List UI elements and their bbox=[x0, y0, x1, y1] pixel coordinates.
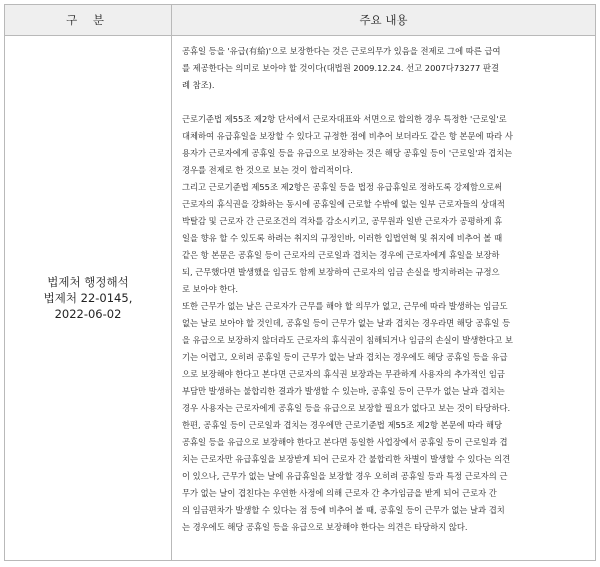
main-content-text bbox=[172, 36, 595, 544]
content-line: 일을 향유 할 수 있도록 하려는 취지의 규정인바, 이러한 입법연혁 및 취지에 비추어 볼 때 bbox=[182, 233, 503, 243]
category-line-1: 법제처 행정해석 bbox=[47, 275, 129, 289]
content-line: 을 유급으로 보장하지 않더라도 근로자의 휴식권이 침해되거나 임금의 손실이 발생한다고 보 bbox=[182, 335, 513, 345]
content-line: 한편, 공휴일 등이 근로일과 겹치는 경우에만 근로기준법 제55조 제2항 본문에 따라 해당 bbox=[182, 420, 502, 430]
content-line: 그리고 근로기준법 제55조 제2항은 공휴일 등을 법정 유급휴일로 정하도록 강제함으로써 bbox=[182, 182, 503, 192]
content-line: 경우 사용자는 근로자에게 공휴일 등을 유급으로 보장할 필요가 없다고 보는 것이 타당하다. bbox=[182, 403, 511, 413]
content-line: 대체하여 유급휴일을 보장할 수 있다고 규정한 점에 비추어 보더라도 같은 항 본문에 따라 사 bbox=[182, 131, 513, 141]
content-line: 공휴일 등을 유급으로 보장해야 한다고 본다면 동일한 사업장에서 공휴일 등이 근로일과 겹 bbox=[182, 437, 508, 447]
summary-table bbox=[4, 4, 596, 561]
main-content-cell bbox=[172, 36, 596, 561]
content-line: 용자가 근로자에게 공휴일 등을 유급으로 보장하는 것은 해당 공휴일 등이 '근로일'과 겹치는 bbox=[182, 148, 513, 158]
content-line: 의 임금편차가 발생할 수 있다는 점 등에 비추어 볼 때, 공휴일 등이 근무가 없는 날과 겹치 bbox=[182, 505, 505, 515]
content-line: 치는 근로자만 유급휴일을 보장받게 되어 근로자 간 불합리한 차별이 발생할 수 있다는 의견 bbox=[182, 454, 511, 464]
content-line: 무가 없는 날이 겹친다는 우연한 사정에 의해 근로자 간 추가임금을 받게 되어 근로자 간 bbox=[182, 488, 497, 498]
column-header-category: 구 분 bbox=[5, 5, 172, 36]
paragraph-gap bbox=[182, 94, 589, 111]
category-line-3: 2022-06-02 bbox=[54, 307, 122, 321]
content-line: 박탈감 및 근로자 간 근로조건의 격차를 감소시키고, 공무원과 일반 근로자가 공평하게 휴 bbox=[182, 216, 503, 226]
content-line: 또한 근무가 없는 날은 근로자가 근무를 해야 할 의무가 없고, 근무에 따라 발생하는 임금도 bbox=[182, 301, 508, 311]
content-line: 기는 어렵고, 오히려 공휴일 등이 근무가 없는 날과 겹치는 경우에도 해당 공휴일 등을 유급 bbox=[182, 352, 508, 362]
content-line: 이 있으나, 근무가 없는 날에 유급휴일을 보장할 경우 오히려 공휴일 등과 특정 근로자의 근 bbox=[182, 471, 508, 481]
content-line: 례 참조). bbox=[182, 80, 215, 90]
content-line: 를 제공한다는 의미로 보아야 할 것이다(대법원 2009.12.24. 선고 2007다73277 판결 bbox=[182, 63, 499, 73]
category-cell bbox=[5, 36, 172, 561]
content-line: 로 보아야 한다. bbox=[182, 284, 239, 294]
content-line: 공휴일 등을 '유급(有給)'으로 보장한다는 것은 근로의무가 있음을 전제로 그에 따른 급여 bbox=[182, 46, 501, 56]
category-line-2: 법제처 22-0145, bbox=[43, 291, 133, 305]
content-line: 근로자의 휴식권을 강화하는 동시에 공휴일에 근로할 수밖에 없는 일부 근로자들의 상대적 bbox=[182, 199, 505, 209]
content-line: 없는 날로 보아야 할 것인데, 공휴일 등이 근무가 없는 날과 겹치는 경우라면 해당 공휴일 등 bbox=[182, 318, 511, 328]
content-line: 부담만 발생하는 불합리한 결과가 발생할 수 있는바, 공휴일 등이 근무가 없는 날과 겹치는 bbox=[182, 386, 505, 396]
content-line: 으로 보장해야 한다고 본다면 근로자의 휴식권 보장과는 무관하게 사용자의 추가적인 임금 bbox=[182, 369, 505, 379]
content-line: 같은 항 본문은 공휴일 등이 근로자의 근로일과 겹치는 경우에 근로자에게 휴일을 보장하 bbox=[182, 250, 500, 260]
content-line: 경우를 전제로 한 것으로 보는 것이 합리적이다. bbox=[182, 165, 353, 175]
table-header-row bbox=[5, 5, 596, 36]
table-row bbox=[5, 36, 596, 561]
content-line: 는 경우에도 해당 공휴일 등을 유급으로 보장해야 한다는 의견은 타당하지 않다. bbox=[182, 522, 468, 532]
content-line: 근로기준법 제55조 제2항 단서에서 근로자대표와 서면으로 합의한 경우 특정한 '근로일'로 bbox=[182, 114, 507, 124]
content-line: 되, 근무했다면 발생했을 임금도 함께 보장하여 근로자의 임금 손실을 방지하려는 규정으 bbox=[182, 267, 500, 277]
column-header-main-content: 주요 내용 bbox=[172, 5, 596, 36]
